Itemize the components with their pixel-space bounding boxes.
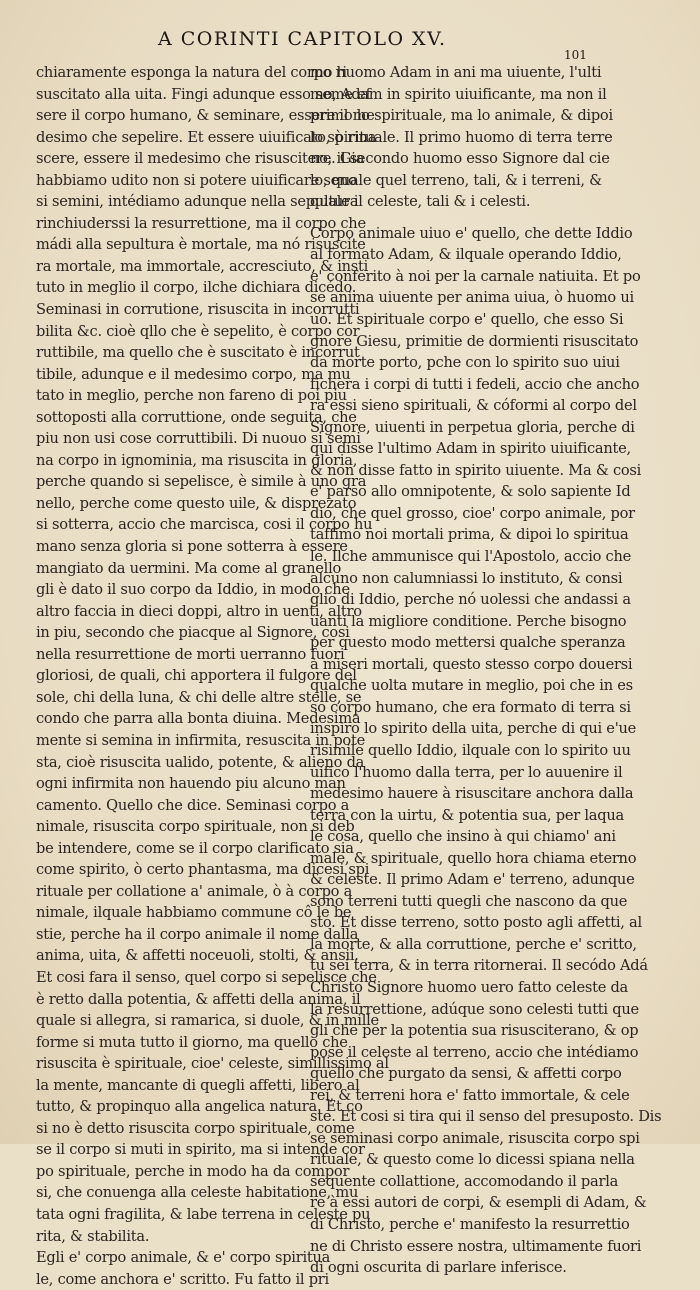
text-line: lo spirituale. Il primo huomo di terra terre <box>310 128 613 146</box>
text-line: tata ogni fragilita, & labe terrena in celeste pu <box>36 1205 371 1223</box>
text-line: lo, quale quel terreno, tali, & i terreni, & <box>310 171 602 189</box>
text-line: dio, che quel grosso, cioe' corpo animale, por <box>310 504 635 522</box>
text-line: be intendere, come se il corpo clarificato sia <box>36 839 354 857</box>
text-line: rituale, & questo come lo dicessi spiana nella <box>310 1151 635 1169</box>
text-line: tutto, & propinquo alla angelica natura. Et co <box>36 1098 363 1116</box>
text-line: le. Ilche ammunisce qui l'Apostolo, accio che <box>310 548 632 566</box>
text-line: Et cosi fara il senso, quel corpo si sepelisce che <box>36 968 377 986</box>
text-line: nella resurrettione de morti uerranno fuori <box>36 645 345 663</box>
page-number: 101 <box>564 48 587 62</box>
text-line: fichera i corpi di tutti i fedeli, accio che ancho <box>310 375 640 393</box>
text-line: & non disse fatto in spirito uiuente. Ma & cosi <box>310 461 642 479</box>
text-line: mo huomo Adam in ani ma uiuente, l'ulti <box>310 64 602 81</box>
text-line: inspiro lo spirito della uita, perche di qui e'ue <box>310 720 636 738</box>
text-line: pose il celeste al terreno, accio che intédiamo <box>310 1043 639 1061</box>
text-line: come spirito, ò certo phantasma, ma dicesi spi <box>36 861 370 879</box>
text-line: Signore, uiuenti in perpetua gloria, perche di <box>310 418 635 436</box>
text-line: po spirituale, perche in modo ha da compor <box>36 1162 350 1180</box>
text-line: da morte porto, pche con lo spirito suo uiui <box>310 354 620 372</box>
text-line: rei, & terreni hora e' fatto immortale, & cele <box>310 1086 630 1104</box>
text-line: rinchiuderssi la resurrettione, ma il corpo che <box>36 214 366 232</box>
text-line: tuto in meglio il corpo, ilche dichiara dicédo. <box>36 279 357 297</box>
text-line: terra con la uirtu, & potentia sua, per laqua <box>310 806 624 824</box>
text-line: male, & spirituale, quello hora chiama eterno <box>310 849 637 867</box>
text-line: mano senza gloria si pone sotterra à essere <box>36 538 348 556</box>
text-line: desimo che sepelire. Et essere uiuificato, ò rina <box>36 128 377 146</box>
text-line: scere, essere il medesimo che risuscitere. Gia <box>36 150 365 168</box>
text-line: Seminasi in corrutione, risuscita in incorrutti <box>36 301 360 319</box>
text-line: alcuno non calumniassi lo instituto, & consi <box>310 569 623 587</box>
text-line: se il corpo si muti in spirito, ma si intende cor <box>36 1141 365 1159</box>
text-line: quello che purgato da sensi, & affetti corpo <box>310 1065 622 1083</box>
text-line: Corpo animale uiuo e' quello, che dette Iddio <box>310 224 633 242</box>
text-line: rita, & stabilita. <box>36 1227 150 1245</box>
text-line: si no è detto risuscita corpo spirituale, come <box>36 1119 355 1137</box>
text-line: habbiamo udito non si potere uiuificare seno <box>36 171 357 189</box>
text-line: bilita &c. cioè qllo che è sepelito, è corpo cor <box>36 322 360 340</box>
text-line: se anima uiuente per anima uiua, ò huomo ui <box>310 289 634 307</box>
text-line: nimale, ilquale habbiamo commune cô le be <box>36 904 352 922</box>
right-text-column <box>310 62 662 1279</box>
text-line: le cosa, quello che insino à qui chiamo' ani <box>310 828 616 846</box>
text-line: ne di Christo essere nostra, ultimamente fuori <box>310 1237 642 1255</box>
text-line: gli è dato il suo corpo da Iddio, in modo che <box>36 581 350 599</box>
text-line: glio di Iddio, perche nó uolessi che andassi a <box>310 591 631 609</box>
text-line: sto. Et disse terreno, sotto posto agli affetti, al <box>310 914 642 932</box>
text-line: suscitato alla uita. Fingi adunque esso seme ef <box>36 85 371 103</box>
text-line: gloriosi, de quali, chi apportera il fulgore del <box>36 667 357 685</box>
text-line: condo che parra alla bonta diuina. Medesima <box>36 710 361 728</box>
text-line: mente si semina in infirmita, resuscita in pote <box>36 731 365 749</box>
text-line: se seminasi corpo animale, risuscita corpo spi <box>310 1129 640 1147</box>
text-line: qualche uolta mutare in meglio, poi che in es <box>310 677 633 695</box>
left-text-column <box>36 62 389 1290</box>
text-line: sono terreni tutti quegli che nascono da que <box>310 892 628 910</box>
text-line: tato in meglio, perche non fareno di poi piu <box>36 387 347 405</box>
text-line: Egli e' corpo animale, & e' corpo spiritua <box>36 1249 331 1267</box>
text-line: taffimo noi mortali prima, & dipoi lo spiritua <box>310 526 629 544</box>
text-line: mangiato da uermini. Ma come al granello <box>36 559 342 577</box>
text-line: mádi alla sepultura è mortale, ma nó risuscite <box>36 236 366 254</box>
text-line: e' parso allo omnipotente, & solo sapiente Id <box>310 483 631 501</box>
text-line: primo lo spirituale, ma lo animale, & dipoi <box>310 107 613 125</box>
text-line: ogni infirmita non hauendo piu alcuno man <box>36 775 346 793</box>
text-line: la resurrettione, adúque sono celesti tutti que <box>310 1000 639 1018</box>
text-line: la morte, & alla corruttione, perche e' scritto, <box>310 935 637 953</box>
text-line: qui disse l'ultimo Adam in spirito uiuificante, <box>310 440 631 458</box>
text-line: le, come anchora e' scritto. Fu fatto il pri <box>36 1270 329 1288</box>
text-line: forme si muta tutto il giorno, ma quello che <box>36 1033 348 1051</box>
text-line: ra mortale, ma immortale, accresciuto, & insti <box>36 257 369 275</box>
text-line: mo, Adam in spirito uiuificante, ma non il <box>310 85 607 103</box>
text-line: ruttibile, ma quello che è suscitato è incorrut <box>36 344 360 362</box>
text-line: stie, perche ha il corpo animale il nome dalla <box>36 925 359 943</box>
text-line: no, il secondo huomo esso Signore dal cie <box>310 150 610 168</box>
text-line: ra essi sieno spirituali, & cóformi al corpo del <box>310 397 637 415</box>
text-line: gli che per la potentia sua risusciterano, & op <box>310 1022 639 1040</box>
text-line: nimale, risuscita corpo spirituale, non si deb <box>36 818 355 836</box>
text-line: re à essi autori de corpi, & esempli di Adam, & <box>310 1194 647 1212</box>
text-line: sottoposti alla corruttione, onde seguita, che <box>36 408 357 426</box>
text-line: chiaramente esponga la natura del corpo ri <box>36 64 347 81</box>
text-line: di Christo, perche e' manifesto la resurrettio <box>310 1215 630 1233</box>
text-line: & celeste. Il primo Adam e' terreno, adunque <box>310 871 635 889</box>
text-line: quale il celeste, tali & i celesti. <box>310 193 531 211</box>
text-line: ste. Et cosi si tira qui il senso del presuposto. Dis <box>310 1108 662 1126</box>
text-line: uo. Et spirituale corpo e' quello, che esso Si <box>310 311 624 329</box>
text-line: perche quando si sepelisce, è simile à uno gra <box>36 473 367 491</box>
text-line: al formato Adam, & ilquale operando Iddio, <box>310 246 622 264</box>
text-line: rituale per collatione a' animale, ò à corpo a <box>36 882 353 900</box>
text-line: tibile, adunque e il medesimo corpo, ma mu <box>36 365 351 383</box>
text-line: uifico l'huomo dalla terra, per lo auuenire il <box>310 763 623 781</box>
text-line: uanti la migliore conditione. Perche bisogno <box>310 612 627 630</box>
text-line: si semini, intédiamo adunque nella sepultura <box>36 193 359 211</box>
text-line: risuscita è spirituale, cioe' celeste, simillissimo al <box>36 1055 389 1073</box>
running-title: A CORINTI CAPITOLO XV. <box>158 28 447 50</box>
text-line: sequente collattione, accomodando il parla <box>310 1172 619 1190</box>
text-line: di ogni oscurita di parlare inferisce. <box>310 1259 567 1277</box>
text-line: camento. Quello che dice. Seminasi corpo a <box>36 796 350 814</box>
text-line: sta, cioè risuscita ualido, potente, & alieno da <box>36 753 365 771</box>
text-line: in piu, secondo che piacque al Signore, cosi <box>36 624 350 642</box>
text-line: anima, uita, & affetti noceuoli, stolti, & ansii. <box>36 947 359 965</box>
text-line: si, che conuenga alla celeste habitatione, mu <box>36 1184 359 1202</box>
text-line: risimile quello Iddio, ilquale con lo spirito uu <box>310 741 631 759</box>
text-line: quale si allegra, si ramarica, si duole, & in mille <box>36 1012 379 1030</box>
text-line: medesimo hauere à risuscitare anchora dalla <box>310 785 634 803</box>
text-line: tu sei terra, & in terra ritornerai. Il secódo Adá <box>310 957 648 975</box>
text-line: e' conferito à noi per la carnale natiuita. Et po <box>310 267 641 285</box>
text-line: sere il corpo humano, & seminare, essere il me <box>36 107 375 125</box>
text-line: piu non usi cose corruttibili. Di nuouo si semi <box>36 430 361 448</box>
paragraph-break <box>310 213 600 223</box>
text-line: so corpo humano, che era formato di terra si <box>310 698 631 716</box>
text-line: à miseri mortali, questo stesso corpo douersi <box>310 655 633 673</box>
text-line: sole, chi della luna, & chi delle altre stelle, se <box>36 688 362 706</box>
text-line: si sotterra, accio che marcisca, cosi il corpo hu <box>36 516 373 534</box>
text-line: na corpo in ignominia, ma risuscita in gloria, <box>36 451 358 469</box>
text-line: Christo Signore huomo uero fatto celeste da <box>310 978 629 996</box>
text-line: gnore Giesu, primitie de dormienti risuscitato <box>310 332 639 350</box>
text-line: nello, perche come questo uile, & disprezato <box>36 494 357 512</box>
text-line: la mente, mancante di quegli affetti, libero al <box>36 1076 360 1094</box>
text-line: per questo modo mettersi qualche speranza <box>310 634 626 652</box>
text-line: è retto dalla potentia, & affetti della anima, il <box>36 990 361 1008</box>
text-line: altro faccia in dieci doppi, altro in uenti, altro <box>36 602 362 620</box>
